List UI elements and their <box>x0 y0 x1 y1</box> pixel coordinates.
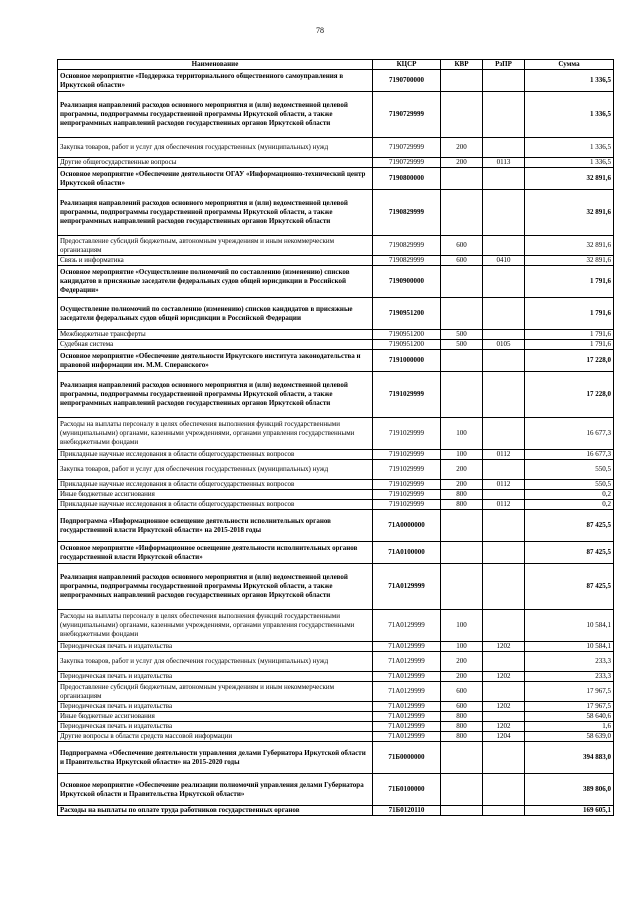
table-row <box>58 372 614 418</box>
row-sum-cell: 87 425,5 <box>525 564 614 610</box>
row-kvr-cell: 800 <box>441 500 483 510</box>
row-kvr-cell <box>441 510 483 542</box>
row-kvr-cell <box>441 372 483 418</box>
row-kcsr-cell: 71А0129999 <box>373 610 441 642</box>
row-kvr-cell: 800 <box>441 490 483 500</box>
row-name-cell: Другие общегосударственные вопросы <box>58 158 373 168</box>
row-name-cell: Реализация направлений расходов основного мероприятия и (или) ведомственной целевой программы, подпрограммы государственной программы Иркутской области, а также непрограммных направлений расходов государственных органов Иркутской области <box>58 372 373 418</box>
row-kvr-cell <box>441 774 483 806</box>
row-name-cell: Подпрограмма «Обеспечение деятельности управления делами Губернатора Иркутской области и Правительства Иркутской области» на 2015-2020 годы <box>58 742 373 774</box>
row-sum-cell: 17 967,5 <box>525 702 614 712</box>
row-sum-cell: 1 336,5 <box>525 70 614 92</box>
row-sum-cell: 32 891,6 <box>525 190 614 236</box>
row-name-cell: Реализация направлений расходов основного мероприятия и (или) ведомственной целевой программы, подпрограммы государственной программы Иркутской области, а также непрограммных направлений расходов государственных органов Иркутской области <box>58 190 373 236</box>
row-rzpr-cell: 1202 <box>483 672 525 682</box>
row-rzpr-cell <box>483 236 525 256</box>
row-name-cell: Основное мероприятие «Обеспечение реализации полномочий управления делами Губернатора Иркутской области и Правительства Иркутской области» <box>58 774 373 806</box>
row-sum-cell: 0,2 <box>525 490 614 500</box>
table-row <box>58 236 614 256</box>
row-kcsr-cell: 7190951200 <box>373 330 441 340</box>
row-kcsr-cell: 71Б0100000 <box>373 774 441 806</box>
row-name-cell: Прикладные научные исследования в области общегосударственных вопросов <box>58 450 373 460</box>
table-row <box>58 330 614 340</box>
table-row <box>58 450 614 460</box>
row-sum-cell: 1 336,5 <box>525 138 614 158</box>
table-row <box>58 774 614 806</box>
table-row <box>58 298 614 330</box>
row-kvr-cell <box>441 542 483 564</box>
row-kcsr-cell: 7190829999 <box>373 236 441 256</box>
row-kvr-cell: 800 <box>441 722 483 732</box>
row-name-cell: Периодическая печать и издательства <box>58 722 373 732</box>
row-kcsr-cell: 71А0129999 <box>373 702 441 712</box>
row-name-cell: Реализация направлений расходов основного мероприятия и (или) ведомственной целевой программы, подпрограммы государственной программы Иркутской области, а также непрограммных направлений расходов государственных органов Иркутской области <box>58 564 373 610</box>
row-kvr-cell <box>441 806 483 816</box>
row-sum-cell: 17 228,0 <box>525 350 614 372</box>
row-rzpr-cell <box>483 190 525 236</box>
row-name-cell: Расходы на выплаты по оплате труда работников государственных органов <box>58 806 373 816</box>
row-sum-cell: 1,6 <box>525 722 614 732</box>
table-row <box>58 168 614 190</box>
row-rzpr-cell <box>483 806 525 816</box>
row-kvr-cell <box>441 70 483 92</box>
row-rzpr-cell <box>483 138 525 158</box>
table-row <box>58 266 614 298</box>
table-row <box>58 712 614 722</box>
row-rzpr-cell <box>483 168 525 190</box>
row-kcsr-cell: 7191029999 <box>373 372 441 418</box>
row-name-cell: Судебная система <box>58 340 373 350</box>
row-sum-cell: 1 336,5 <box>525 158 614 168</box>
row-rzpr-cell <box>483 490 525 500</box>
row-name-cell: Связь и информатика <box>58 256 373 266</box>
row-kvr-cell: 100 <box>441 610 483 642</box>
row-sum-cell: 17 967,5 <box>525 682 614 702</box>
row-kvr-cell: 600 <box>441 256 483 266</box>
row-sum-cell: 32 891,6 <box>525 168 614 190</box>
table-row <box>58 542 614 564</box>
row-kvr-cell <box>441 564 483 610</box>
row-sum-cell: 1 336,5 <box>525 92 614 138</box>
row-name-cell: Основное мероприятие «Информационное освещение деятельности исполнительных органов государственной власти Иркутской области» <box>58 542 373 564</box>
row-sum-cell: 550,5 <box>525 460 614 480</box>
row-kcsr-cell: 7190951200 <box>373 298 441 330</box>
row-rzpr-cell <box>483 742 525 774</box>
row-kcsr-cell: 7191029999 <box>373 418 441 450</box>
row-name-cell: Осуществление полномочий по составлению (изменению) списков кандидатов в присяжные заседатели федеральных судов общей юрисдикции в Российской Федерации <box>58 298 373 330</box>
row-rzpr-cell <box>483 298 525 330</box>
row-kvr-cell: 100 <box>441 418 483 450</box>
row-name-cell: Основное мероприятие «Обеспечение деятельности ОГАУ «Информационно-технический центр Иркутской области» <box>58 168 373 190</box>
row-sum-cell: 16 677,3 <box>525 450 614 460</box>
row-kcsr-cell: 71А0000000 <box>373 510 441 542</box>
row-kvr-cell <box>441 190 483 236</box>
row-kcsr-cell: 71А0129999 <box>373 712 441 722</box>
row-kvr-cell: 200 <box>441 480 483 490</box>
column-header-kvr: КВР <box>441 60 483 70</box>
table-row <box>58 642 614 652</box>
row-sum-cell: 58 639,0 <box>525 732 614 742</box>
row-name-cell: Расходы на выплаты персоналу в целях обеспечения выполнения функций государственными (муниципальными) органами, казенными учреждениями, органами управления государственными внебюджетными фондами <box>58 418 373 450</box>
table-row <box>58 610 614 642</box>
row-kcsr-cell: 7191029999 <box>373 490 441 500</box>
row-rzpr-cell: 0112 <box>483 450 525 460</box>
row-kcsr-cell: 7191029999 <box>373 480 441 490</box>
table-row <box>58 256 614 266</box>
row-rzpr-cell <box>483 564 525 610</box>
row-kvr-cell: 200 <box>441 138 483 158</box>
row-rzpr-cell: 1202 <box>483 702 525 712</box>
row-kcsr-cell: 71А0129999 <box>373 652 441 672</box>
row-kcsr-cell: 7190900000 <box>373 266 441 298</box>
row-rzpr-cell <box>483 542 525 564</box>
column-header-kcsr: КЦСР <box>373 60 441 70</box>
row-name-cell: Основное мероприятие «Обеспечение деятельности Иркутского института законодательства и правовой информации им. М.М. Сперанского» <box>58 350 373 372</box>
row-rzpr-cell <box>483 774 525 806</box>
row-sum-cell: 389 806,0 <box>525 774 614 806</box>
row-kvr-cell <box>441 742 483 774</box>
column-header-sum: Сумма <box>525 60 614 70</box>
table-row <box>58 722 614 732</box>
row-sum-cell: 87 425,5 <box>525 510 614 542</box>
row-sum-cell: 58 640,6 <box>525 712 614 722</box>
row-name-cell: Закупка товаров, работ и услуг для обеспечения государственных (муниципальных) нужд <box>58 652 373 672</box>
row-sum-cell: 87 425,5 <box>525 542 614 564</box>
row-sum-cell: 17 228,0 <box>525 372 614 418</box>
row-kcsr-cell: 7191029999 <box>373 450 441 460</box>
table-row <box>58 510 614 542</box>
row-kvr-cell: 800 <box>441 732 483 742</box>
table-row <box>58 340 614 350</box>
row-kvr-cell: 200 <box>441 652 483 672</box>
table-body <box>58 70 614 816</box>
row-kvr-cell <box>441 168 483 190</box>
row-sum-cell: 550,5 <box>525 480 614 490</box>
row-rzpr-cell <box>483 70 525 92</box>
row-sum-cell: 10 584,1 <box>525 642 614 652</box>
row-sum-cell: 169 605,1 <box>525 806 614 816</box>
row-rzpr-cell <box>483 460 525 480</box>
row-rzpr-cell <box>483 682 525 702</box>
row-kcsr-cell: 7190829999 <box>373 256 441 266</box>
table-header-row <box>58 60 614 70</box>
table-row <box>58 672 614 682</box>
row-rzpr-cell: 1204 <box>483 732 525 742</box>
row-name-cell: Периодическая печать и издательства <box>58 642 373 652</box>
row-sum-cell: 16 677,3 <box>525 418 614 450</box>
row-kcsr-cell: 71А0129999 <box>373 672 441 682</box>
row-kvr-cell <box>441 266 483 298</box>
row-name-cell: Межбюджетные трансферты <box>58 330 373 340</box>
row-name-cell: Прикладные научные исследования в области общегосударственных вопросов <box>58 500 373 510</box>
row-name-cell: Закупка товаров, работ и услуг для обеспечения государственных (муниципальных) нужд <box>58 460 373 480</box>
table-row <box>58 652 614 672</box>
row-sum-cell: 0,2 <box>525 500 614 510</box>
table-row <box>58 490 614 500</box>
row-kcsr-cell: 7190800000 <box>373 168 441 190</box>
row-kcsr-cell: 7191029999 <box>373 500 441 510</box>
row-rzpr-cell: 0105 <box>483 340 525 350</box>
row-kvr-cell: 100 <box>441 642 483 652</box>
row-kcsr-cell: 7190951200 <box>373 340 441 350</box>
row-kvr-cell <box>441 350 483 372</box>
row-kvr-cell: 500 <box>441 330 483 340</box>
row-sum-cell: 32 891,6 <box>525 236 614 256</box>
row-rzpr-cell <box>483 712 525 722</box>
row-sum-cell: 1 791,6 <box>525 266 614 298</box>
row-name-cell: Предоставление субсидий бюджетным, автономным учреждениям и иным некоммерческим организациям <box>58 236 373 256</box>
row-sum-cell: 10 584,1 <box>525 610 614 642</box>
row-kcsr-cell: 7190729999 <box>373 92 441 138</box>
row-rzpr-cell: 0112 <box>483 480 525 490</box>
row-rzpr-cell <box>483 92 525 138</box>
row-name-cell: Периодическая печать и издательства <box>58 702 373 712</box>
row-sum-cell: 394 883,0 <box>525 742 614 774</box>
row-name-cell: Периодическая печать и издательства <box>58 672 373 682</box>
table-row <box>58 418 614 450</box>
row-name-cell: Подпрограмма «Информационное освещение деятельности исполнительных органов государственной власти Иркутской области» на 2015-2018 годы <box>58 510 373 542</box>
row-kcsr-cell: 71А0129999 <box>373 642 441 652</box>
row-kcsr-cell: 71Б0000000 <box>373 742 441 774</box>
row-kvr-cell: 200 <box>441 672 483 682</box>
table-row <box>58 158 614 168</box>
row-kvr-cell: 200 <box>441 460 483 480</box>
row-sum-cell: 233,3 <box>525 652 614 672</box>
row-name-cell: Расходы на выплаты персоналу в целях обеспечения выполнения функций государственными (муниципальными) органами, казенными учреждениями, органами управления государственными внебюджетными фондами <box>58 610 373 642</box>
table-row <box>58 500 614 510</box>
row-kcsr-cell: 71Б0120110 <box>373 806 441 816</box>
row-sum-cell: 233,3 <box>525 672 614 682</box>
table-row <box>58 564 614 610</box>
row-name-cell: Реализация направлений расходов основного мероприятия и (или) ведомственной целевой программы, подпрограммы государственной программы Иркутской области, а также непрограммных направлений расходов государственных органов Иркутской области <box>58 92 373 138</box>
row-kvr-cell: 100 <box>441 450 483 460</box>
row-kvr-cell <box>441 92 483 138</box>
row-kvr-cell: 800 <box>441 712 483 722</box>
row-name-cell: Предоставление субсидий бюджетным, автономным учреждениям и иным некоммерческим организациям <box>58 682 373 702</box>
budget-table <box>57 59 614 816</box>
row-kvr-cell: 600 <box>441 682 483 702</box>
row-rzpr-cell <box>483 350 525 372</box>
row-sum-cell: 1 791,6 <box>525 298 614 330</box>
row-kcsr-cell: 71А0129999 <box>373 564 441 610</box>
table-row <box>58 138 614 158</box>
row-name-cell: Другие вопросы в области средств массовой информации <box>58 732 373 742</box>
row-rzpr-cell: 0410 <box>483 256 525 266</box>
row-name-cell: Закупка товаров, работ и услуг для обеспечения государственных (муниципальных) нужд <box>58 138 373 158</box>
table-row <box>58 460 614 480</box>
row-kcsr-cell: 7191029999 <box>373 460 441 480</box>
row-rzpr-cell <box>483 652 525 672</box>
table-row <box>58 480 614 490</box>
row-rzpr-cell <box>483 372 525 418</box>
row-kcsr-cell: 71А0129999 <box>373 722 441 732</box>
row-rzpr-cell <box>483 610 525 642</box>
row-rzpr-cell <box>483 418 525 450</box>
row-kvr-cell: 500 <box>441 340 483 350</box>
row-kcsr-cell: 7190729999 <box>373 158 441 168</box>
table-row <box>58 350 614 372</box>
row-name-cell: Основное мероприятие «Осуществление полномочий по составлению (изменению) списков кандидатов в присяжные заседатели федеральных судов общей юрисдикции в Российской Федерации» <box>58 266 373 298</box>
table-row <box>58 682 614 702</box>
row-rzpr-cell <box>483 330 525 340</box>
row-rzpr-cell: 1202 <box>483 722 525 732</box>
row-rzpr-cell: 1202 <box>483 642 525 652</box>
table-row <box>58 806 614 816</box>
row-rzpr-cell <box>483 266 525 298</box>
table-row <box>58 92 614 138</box>
row-rzpr-cell <box>483 510 525 542</box>
row-sum-cell: 1 791,6 <box>525 330 614 340</box>
row-kcsr-cell: 71А0100000 <box>373 542 441 564</box>
row-kcsr-cell: 71А0129999 <box>373 732 441 742</box>
table-row <box>58 702 614 712</box>
row-kcsr-cell: 7190829999 <box>373 190 441 236</box>
row-kcsr-cell: 7190729999 <box>373 138 441 158</box>
table-row <box>58 70 614 92</box>
row-kcsr-cell: 7191000000 <box>373 350 441 372</box>
row-name-cell: Иные бюджетные ассигнования <box>58 490 373 500</box>
row-sum-cell: 1 791,6 <box>525 340 614 350</box>
row-kvr-cell: 600 <box>441 236 483 256</box>
page-number: 78 <box>316 26 324 35</box>
row-kvr-cell <box>441 298 483 330</box>
row-kvr-cell: 200 <box>441 158 483 168</box>
row-rzpr-cell: 0113 <box>483 158 525 168</box>
row-kvr-cell: 600 <box>441 702 483 712</box>
table-row <box>58 742 614 774</box>
row-kcsr-cell: 7190700000 <box>373 70 441 92</box>
column-header-rzpr: РзПР <box>483 60 525 70</box>
column-header-name: Наименование <box>58 60 373 70</box>
row-name-cell: Основное мероприятие «Поддержка территориального общественного самоуправления в Иркутской области» <box>58 70 373 92</box>
table-row <box>58 732 614 742</box>
row-name-cell: Прикладные научные исследования в области общегосударственных вопросов <box>58 480 373 490</box>
row-sum-cell: 32 891,6 <box>525 256 614 266</box>
row-rzpr-cell: 0112 <box>483 500 525 510</box>
row-name-cell: Иные бюджетные ассигнования <box>58 712 373 722</box>
table-row <box>58 190 614 236</box>
row-kcsr-cell: 71А0129999 <box>373 682 441 702</box>
